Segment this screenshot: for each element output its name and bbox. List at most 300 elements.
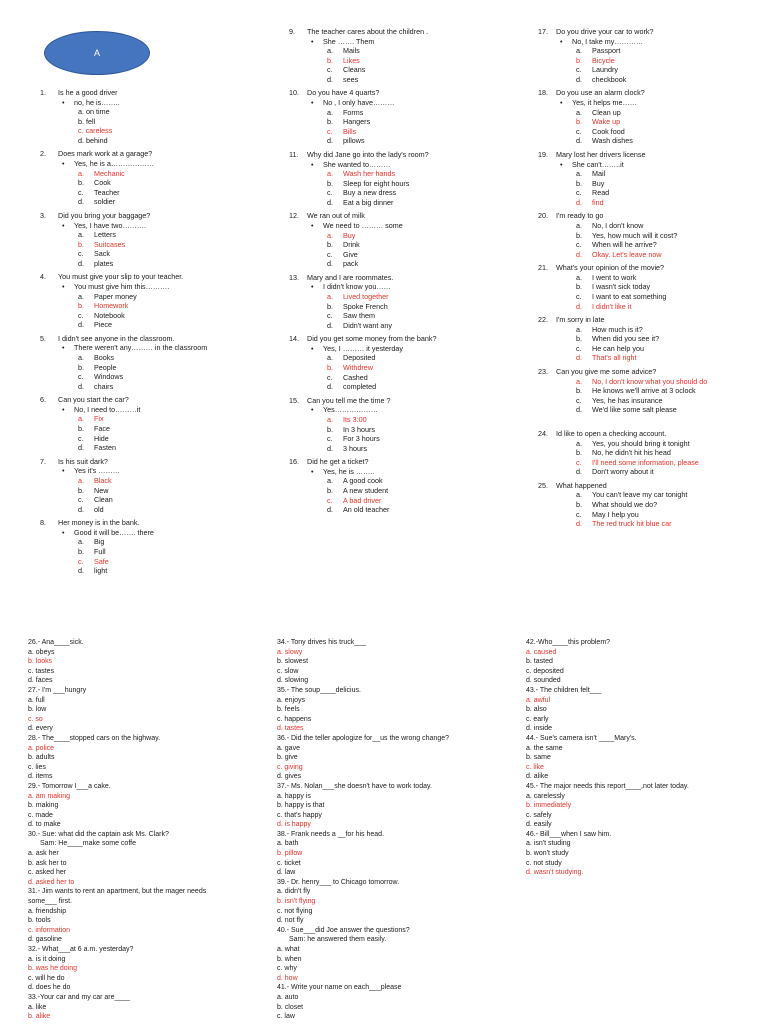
bottom-line: c. happens bbox=[277, 715, 312, 723]
answer-stem: • No, I need to………it bbox=[40, 405, 255, 415]
option-text: Clean bbox=[94, 495, 113, 505]
option-text: Full bbox=[94, 546, 106, 556]
option-text: People bbox=[94, 362, 117, 372]
question-prompt: Did you bring your baggage? bbox=[58, 210, 151, 220]
option-letter: b. bbox=[78, 485, 84, 495]
correct-option: d. asked her to bbox=[28, 878, 75, 886]
option-letter: d. bbox=[576, 136, 582, 146]
answer-option bbox=[538, 467, 768, 477]
option-text: plates bbox=[94, 258, 114, 268]
option-letter: a. bbox=[78, 537, 84, 547]
option-letter: b. bbox=[327, 55, 333, 65]
answer-option bbox=[289, 75, 519, 85]
option-text: Spoke French bbox=[343, 301, 388, 311]
bottom-line: d. inside bbox=[526, 725, 553, 733]
option-text: Saw them bbox=[343, 311, 375, 321]
option-letter: c. bbox=[576, 343, 582, 353]
option-text: Wash her hands bbox=[343, 169, 396, 179]
answer-option bbox=[538, 292, 768, 302]
correct-option: c. giving bbox=[277, 763, 303, 771]
option-text: I went to work bbox=[592, 272, 637, 282]
answer-stem: • She wanted to……… bbox=[289, 160, 519, 170]
option-letter: c. bbox=[576, 65, 582, 75]
answer-stem: • Yes, I have two………. bbox=[40, 221, 255, 231]
question-text bbox=[289, 27, 519, 37]
correct-option: d. how bbox=[277, 974, 298, 982]
option-letter: b. bbox=[327, 178, 333, 188]
bottom-line: Sam: He____make some coffe bbox=[40, 840, 136, 848]
option-text: Notebook bbox=[94, 310, 125, 320]
option-letter: d. bbox=[78, 381, 84, 391]
correct-option bbox=[538, 519, 768, 529]
option-text: Books bbox=[94, 353, 114, 362]
question-text bbox=[538, 315, 768, 325]
answer-option bbox=[538, 396, 768, 406]
question-text bbox=[40, 149, 255, 159]
correct-option bbox=[538, 377, 768, 387]
option-text: Okay. Let's leave now bbox=[592, 249, 662, 259]
option-letter: d. bbox=[78, 258, 84, 268]
question-prompt: Mary and I are roommates. bbox=[307, 272, 394, 282]
option-text: Read bbox=[592, 188, 610, 198]
answer-option bbox=[538, 179, 768, 189]
option-letter: c. bbox=[78, 556, 84, 566]
option-letter: c. bbox=[327, 249, 333, 259]
bottom-column-2 bbox=[277, 638, 449, 1022]
option-text: How much is it? bbox=[592, 324, 643, 334]
option-letter: c. bbox=[327, 372, 333, 382]
option-letter: b. bbox=[576, 448, 582, 458]
question-text bbox=[40, 334, 255, 344]
answer-option bbox=[538, 490, 768, 500]
answer-stem: • Yes, it helps me…… bbox=[538, 98, 768, 108]
answer-stem: • No , I only have……… bbox=[289, 98, 519, 108]
option-letter: c. bbox=[576, 509, 582, 519]
bottom-line: b. ask her to bbox=[28, 859, 67, 867]
bottom-line: 29.- Tomorrow I___a cake. bbox=[28, 782, 111, 790]
correct-option bbox=[40, 126, 255, 136]
answer-option bbox=[538, 46, 768, 56]
option-text: light bbox=[94, 566, 108, 576]
option-text: New bbox=[94, 485, 109, 495]
option-text: Forms bbox=[343, 107, 364, 117]
bottom-line: d. items bbox=[28, 773, 53, 781]
correct-option bbox=[289, 127, 519, 137]
bottom-line: 32.- What___at 6 a.m. yesterday? bbox=[28, 946, 134, 953]
option-letter: a. bbox=[78, 230, 84, 240]
bottom-line: 27.- I'm ___hungry bbox=[28, 686, 87, 694]
bottom-line: d. law bbox=[277, 869, 296, 877]
answer-option bbox=[40, 259, 255, 269]
correct-option: b. isn't flying bbox=[277, 898, 316, 906]
question-number: 8. bbox=[40, 518, 46, 528]
answer-option bbox=[289, 476, 519, 486]
answer-option bbox=[289, 240, 519, 250]
option-text: Cashed bbox=[343, 372, 368, 382]
option-text: Mechanic bbox=[94, 168, 125, 178]
answer-option bbox=[538, 231, 768, 241]
option-letter: c. bbox=[576, 126, 582, 136]
option-letter: c. bbox=[78, 187, 84, 197]
option-text: Wake up bbox=[592, 117, 621, 127]
option-text: Suitcases bbox=[94, 239, 126, 249]
option-text: completed bbox=[343, 382, 377, 392]
option-text: checkbook bbox=[592, 74, 627, 84]
option-letter: a. bbox=[327, 476, 333, 486]
bottom-line: b. also bbox=[526, 706, 547, 714]
option-letter: a. bbox=[327, 292, 333, 301]
option-text: Yes, how much will it cost? bbox=[592, 230, 678, 240]
bottom-line: d. not fly bbox=[277, 917, 304, 925]
option-text: He can help you bbox=[592, 343, 644, 353]
bottom-line: 36.- Did the teller apologize for__us the wrong change? bbox=[277, 734, 449, 742]
option-letter: d. bbox=[78, 320, 84, 330]
bottom-line: 31.- Jim wants to rent an apartment, but the mager needs bbox=[28, 888, 207, 896]
option-text: Face bbox=[94, 424, 110, 434]
answer-option bbox=[289, 373, 519, 383]
question-prompt: Is he a good driver bbox=[58, 88, 118, 97]
bottom-line: c. not study bbox=[526, 859, 562, 867]
answer-option bbox=[538, 273, 768, 283]
question-number: 6. bbox=[40, 395, 46, 405]
option-text: Sleep for eight hours bbox=[343, 178, 410, 188]
option-text: pillows bbox=[343, 136, 365, 146]
correct-option bbox=[538, 353, 768, 363]
option-letter: b. bbox=[576, 386, 582, 396]
option-letter: c. bbox=[327, 65, 333, 75]
option-letter: d. bbox=[327, 136, 333, 146]
option-text: Hide bbox=[94, 433, 109, 443]
question-text bbox=[538, 27, 768, 37]
option-letter: b. bbox=[576, 117, 582, 127]
question-number: 1. bbox=[40, 88, 46, 97]
option-text: Eat a big dinner bbox=[343, 197, 394, 207]
option-letter: d. bbox=[576, 405, 582, 415]
answer-option bbox=[538, 448, 768, 458]
correct-option bbox=[289, 231, 519, 241]
answer-option bbox=[40, 495, 255, 505]
answer-option bbox=[538, 240, 768, 250]
question-text bbox=[538, 263, 768, 273]
option-text: Buy bbox=[592, 178, 605, 188]
question-gap bbox=[289, 515, 519, 519]
correct-option bbox=[289, 496, 519, 506]
bottom-line: a. auto bbox=[277, 993, 299, 1001]
correct-option bbox=[40, 169, 255, 179]
question-gap bbox=[40, 576, 255, 580]
question-text bbox=[538, 211, 768, 221]
correct-option bbox=[289, 169, 519, 179]
question-prompt: I'm ready to go bbox=[556, 211, 604, 221]
question-prompt: Mary lost her drivers license bbox=[556, 149, 646, 159]
bottom-line: Sam: he answered them easily. bbox=[289, 936, 387, 944]
answer-option bbox=[538, 169, 768, 179]
bottom-line: 41.- Write your name on each___please bbox=[277, 984, 402, 992]
bottom-line: a. friendship bbox=[28, 907, 67, 915]
question-prompt: I didn't see anyone in the classroom. bbox=[58, 333, 175, 343]
option-text: Big bbox=[94, 537, 105, 547]
answer-option bbox=[40, 311, 255, 321]
answer-option bbox=[289, 250, 519, 260]
option-letter: a. bbox=[576, 272, 582, 282]
answer-option bbox=[289, 108, 519, 118]
answer-option bbox=[289, 382, 519, 392]
answer-option bbox=[289, 311, 519, 321]
answer-option bbox=[538, 344, 768, 354]
answer-option bbox=[538, 386, 768, 396]
answer-option bbox=[40, 178, 255, 188]
question-number: 21. bbox=[538, 263, 548, 273]
bottom-line: a. the same bbox=[526, 744, 563, 752]
question-prompt: Do you use an alarm clock? bbox=[556, 88, 645, 98]
option-text: No, I don't know what you should do bbox=[592, 376, 708, 386]
question-gap bbox=[538, 415, 768, 429]
bottom-line: 33.-Your car and my car are____ bbox=[28, 993, 131, 1001]
answer-stem: • Yes……………… bbox=[289, 405, 519, 415]
bottom-line: a. is it doing bbox=[28, 955, 66, 963]
option-text: Its 3:00 bbox=[343, 414, 367, 424]
option-letter: d. bbox=[78, 504, 84, 514]
option-letter: a. bbox=[576, 376, 582, 386]
option-letter: d. bbox=[576, 301, 582, 311]
option-letter: c. bbox=[576, 395, 582, 405]
question-prompt: Can you start the car? bbox=[58, 395, 129, 405]
question-number: 5. bbox=[40, 333, 46, 343]
answer-option bbox=[538, 439, 768, 449]
answer-option bbox=[289, 444, 519, 454]
option-letter: c. bbox=[327, 495, 333, 505]
option-letter: a. bbox=[576, 107, 582, 117]
answer-option bbox=[40, 136, 255, 146]
bottom-line: 35.- The soup____delicius. bbox=[277, 686, 361, 694]
answer-option bbox=[538, 127, 768, 137]
option-letter: a. bbox=[327, 230, 333, 240]
answer-option bbox=[289, 198, 519, 208]
bottom-line: b. making bbox=[28, 802, 59, 810]
bottom-line: c. tastes bbox=[28, 667, 55, 675]
option-letter: b. bbox=[78, 424, 84, 434]
option-letter: d. bbox=[327, 74, 333, 84]
option-text: A new student bbox=[343, 485, 389, 495]
option-text: Yes, he has insurance bbox=[592, 395, 663, 405]
option-text: Deposited bbox=[343, 353, 376, 363]
bottom-line: a. bath bbox=[277, 840, 299, 848]
bottom-line: d. faces bbox=[28, 677, 53, 685]
question-text bbox=[40, 88, 255, 98]
bottom-line: d. every bbox=[28, 725, 53, 733]
option-letter: d. bbox=[576, 197, 582, 207]
option-text: Teacher bbox=[94, 187, 120, 197]
answer-option bbox=[538, 405, 768, 415]
correct-option bbox=[538, 302, 768, 312]
answer-stem: • I didn't know you…… bbox=[289, 282, 519, 292]
bottom-line: c. will he do bbox=[28, 974, 65, 982]
answer-option bbox=[289, 136, 519, 146]
option-letter: a. bbox=[576, 438, 582, 448]
answer-option bbox=[538, 65, 768, 75]
bottom-line: 26.- Ana____sick. bbox=[28, 639, 84, 646]
answer-option bbox=[40, 363, 255, 373]
option-letter: b. bbox=[327, 485, 333, 495]
option-text: You can't leave my car tonight bbox=[592, 490, 688, 500]
bottom-line: d. to make bbox=[28, 821, 61, 829]
question-number: 13. bbox=[289, 272, 299, 282]
bottom-line: 44.- Sue's camera isn't ____Mary's. bbox=[526, 734, 637, 742]
question-text bbox=[538, 150, 768, 160]
option-letter: a. bbox=[327, 169, 333, 179]
option-text: Passport bbox=[592, 46, 621, 56]
option-text: pack bbox=[343, 259, 359, 269]
answer-option bbox=[289, 353, 519, 363]
option-letter: d. bbox=[576, 74, 582, 84]
question-prompt: Is his suit dark? bbox=[58, 456, 108, 466]
question-text bbox=[40, 211, 255, 221]
option-text: Windows bbox=[94, 372, 124, 382]
option-text: Sack bbox=[94, 249, 110, 259]
answer-option bbox=[40, 249, 255, 259]
option-text: sees bbox=[343, 74, 359, 84]
answer-option bbox=[40, 443, 255, 453]
question-prompt: What happened bbox=[556, 480, 607, 490]
correct-option: d. tastes bbox=[277, 725, 304, 733]
answer-option bbox=[40, 107, 255, 117]
option-text: Fasten bbox=[94, 443, 116, 453]
option-text: Cook bbox=[94, 178, 111, 188]
correct-option: a. police bbox=[28, 744, 55, 752]
option-letter: b. bbox=[78, 178, 84, 188]
option-text: An old teacher bbox=[343, 505, 390, 515]
option-text: When did you see it? bbox=[592, 334, 660, 344]
question-number: 24. bbox=[538, 428, 548, 438]
option-letter: c. bbox=[327, 126, 333, 136]
option-letter: b. bbox=[576, 230, 582, 240]
answer-stem: • Yes it's ……… bbox=[40, 466, 255, 476]
correct-option bbox=[289, 415, 519, 425]
option-text: Black bbox=[94, 475, 112, 485]
bottom-line: a. full bbox=[28, 696, 45, 704]
bottom-line: b. adults bbox=[28, 754, 55, 762]
option-letter: b. bbox=[576, 178, 582, 188]
bottom-line: 28.- The____stopped cars on the highway. bbox=[28, 734, 161, 742]
question-text bbox=[289, 396, 519, 406]
bottom-line: d. sounded bbox=[526, 677, 561, 685]
bottom-line: 40.- Sue___did Joe answer the questions? bbox=[277, 926, 410, 934]
option-text: No, he didn't hit his head bbox=[592, 448, 671, 458]
option-letter: d. bbox=[327, 197, 333, 207]
option-text: Piece bbox=[94, 320, 112, 330]
question-prompt: The teacher cares about the children . bbox=[307, 27, 429, 36]
answer-stem: • no, he is…….. bbox=[40, 98, 255, 108]
question-text bbox=[289, 211, 519, 221]
option-letter: b. bbox=[576, 55, 582, 65]
answer-option bbox=[289, 321, 519, 331]
option-letter: d. bbox=[78, 443, 84, 453]
bottom-line: a. what bbox=[277, 946, 300, 953]
option-text: Yes, you should bring it tonight bbox=[592, 438, 690, 448]
answer-stem: • Yes, I ……… it yesterday bbox=[289, 344, 519, 354]
option-text: I want to eat something bbox=[592, 292, 667, 301]
option-letter: a. bbox=[576, 324, 582, 334]
option-text: Fix bbox=[94, 414, 104, 424]
answer-stem: • There weren't any……… in the classroom bbox=[40, 343, 255, 353]
option-letter: a. bbox=[576, 220, 582, 230]
option-letter: b. bbox=[576, 334, 582, 344]
option-letter: a. bbox=[327, 414, 333, 424]
answer-stem: • She can't……..it bbox=[538, 160, 768, 170]
bottom-line: b. when bbox=[277, 955, 302, 963]
question-number: 15. bbox=[289, 395, 299, 405]
bottom-line: c. made bbox=[28, 811, 53, 819]
bottom-line: a. happy is bbox=[277, 792, 311, 800]
answer-option bbox=[289, 486, 519, 496]
bottom-line: c. that's happy bbox=[277, 811, 322, 819]
option-letter: d. bbox=[576, 519, 582, 529]
bottom-line: c. slow bbox=[277, 667, 299, 675]
option-letter: d. bbox=[327, 505, 333, 515]
bottom-line: 42.-Who____this problem? bbox=[526, 639, 611, 646]
correct-option: a. awful bbox=[526, 696, 551, 704]
bottom-line: b. feels bbox=[277, 706, 300, 714]
answer-option bbox=[40, 188, 255, 198]
question-number: 11. bbox=[289, 149, 299, 159]
bottom-line: a. didn't fly bbox=[277, 888, 311, 896]
option-text: Cook food bbox=[592, 126, 625, 136]
bottom-line: a. enjoys bbox=[277, 696, 306, 704]
bottom-line: a. like bbox=[28, 1003, 47, 1011]
option-text: No, I don't know bbox=[592, 220, 644, 230]
correct-option bbox=[289, 292, 519, 302]
option-text: Lived together bbox=[343, 292, 389, 301]
question-prompt: Did he get a ticket? bbox=[307, 457, 369, 467]
bottom-line: 43.- The children felt___ bbox=[526, 686, 602, 694]
option-text: find bbox=[592, 197, 604, 207]
answer-option bbox=[538, 500, 768, 510]
option-text: Cleans bbox=[343, 65, 366, 75]
answer-option bbox=[40, 537, 255, 547]
option-letter: a. bbox=[78, 414, 84, 424]
answer-option bbox=[40, 505, 255, 515]
option-letter: a. bbox=[576, 46, 582, 56]
option-text: A good cook bbox=[343, 476, 383, 486]
bottom-line: b. low bbox=[28, 706, 47, 714]
questions-column-2 bbox=[289, 27, 519, 519]
option-text: Hangers bbox=[343, 117, 371, 127]
option-letter: a. bbox=[327, 353, 333, 363]
bottom-line: 34.- Tony drives his truck___ bbox=[277, 639, 366, 646]
option-text: A bad driver bbox=[343, 495, 382, 505]
option-letter: b. bbox=[327, 301, 333, 311]
question-number: 4. bbox=[40, 272, 46, 282]
option-letter: a. bbox=[78, 475, 84, 485]
bottom-line: d. alike bbox=[526, 773, 549, 781]
bottom-line: a. ask her bbox=[28, 850, 59, 858]
bottom-line: b. happy is that bbox=[277, 802, 325, 810]
question-number: 20. bbox=[538, 211, 548, 221]
correct-option bbox=[538, 458, 768, 468]
option-text: Buy bbox=[343, 230, 356, 240]
question-prompt: Can you give me some advice? bbox=[556, 366, 657, 376]
option-text: b. fell bbox=[78, 116, 96, 126]
answer-option bbox=[40, 320, 255, 330]
bottom-line: d. easily bbox=[526, 821, 552, 829]
option-text: Buy a new dress bbox=[343, 188, 397, 198]
option-letter: c. bbox=[576, 292, 582, 301]
question-number: 3. bbox=[40, 210, 46, 220]
question-text bbox=[40, 457, 255, 467]
option-letter: c. bbox=[78, 249, 84, 259]
bottom-line: c. safely bbox=[526, 811, 552, 819]
answer-option bbox=[289, 302, 519, 312]
